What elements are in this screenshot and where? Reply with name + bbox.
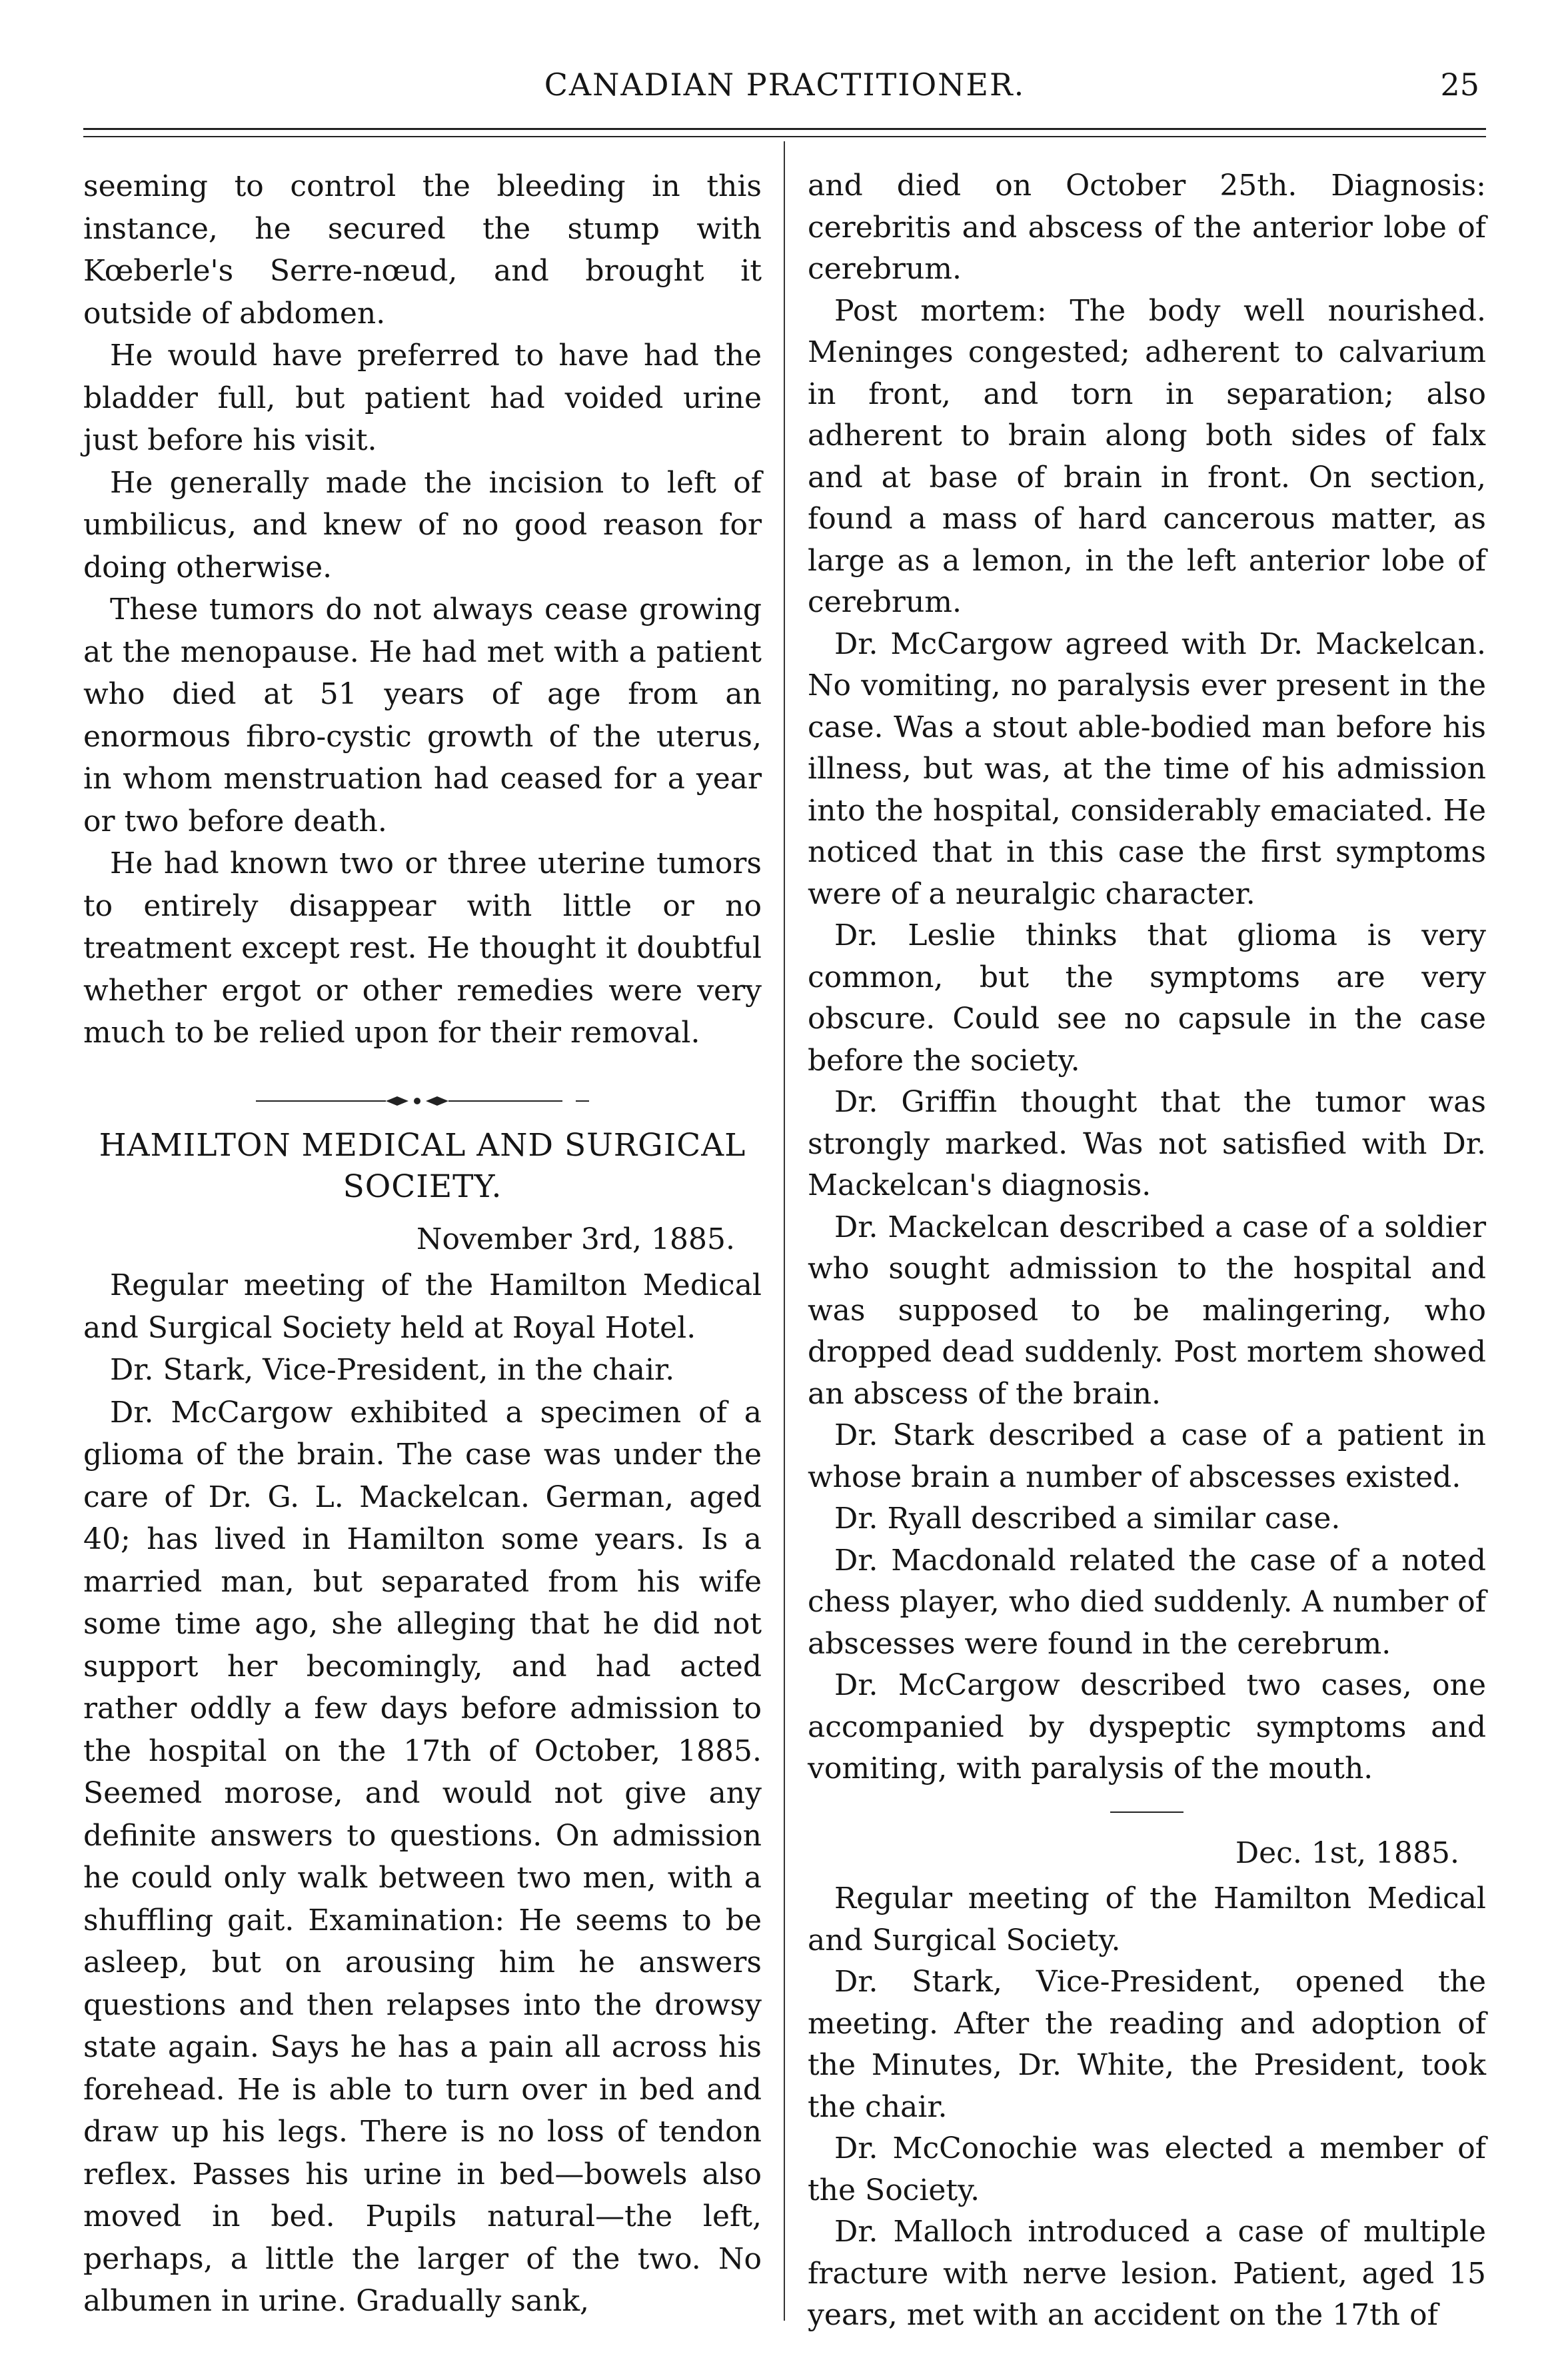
ornament-rule-icon: [249, 1092, 596, 1110]
paragraph: Regular meeting of the Hamilton Medical and Surgical Society held at Royal Hotel.: [83, 1268, 762, 1345]
page-number: 25: [1440, 67, 1479, 103]
column-divider: [784, 141, 785, 2321]
meeting-date: Dec. 1st, 1885.: [1235, 1835, 1459, 1870]
paragraph: These tumors do not always cease growing at the menopause. He had met with a patient who died at 51 years of age from an enormous fibro-cystic growth of the uterus, in whom menstruation had ceased for a year or two before death.: [83, 592, 762, 838]
paragraph: Dr. Stark described a case of a patient in whose brain a number of abscesses existed.: [808, 1418, 1486, 1494]
paragraph: and died on October 25th. Diagnosis: cerebritis and abscess of the anterior lobe of cerebrum.: [808, 169, 1486, 286]
paragraph: He would have preferred to have had the bladder full, but patient had voided urine just before his visit.: [83, 339, 762, 457]
paragraph: Post mortem: The body well nourished. Meninges congested; adherent to calvarium in front, and torn in separation; also adherent to brain along both sides of falx and at base of brain in front. On section, found a mass of hard cancerous matter, as large as a lemon, in the left anterior lobe of cerebrum.: [808, 293, 1486, 619]
header-rule: [83, 128, 1486, 130]
paragraph: Dr. Stark, Vice-President, in the chair.: [110, 1353, 675, 1387]
running-head: [83, 64, 1486, 111]
paragraph: He generally made the incision to left of umbilicus, and knew of no good reason for doing otherwise.: [83, 465, 762, 585]
meeting-date: November 3rd, 1885.: [416, 1222, 735, 1256]
paragraph: Dr. Malloch introduced a case of multiple fracture with nerve lesion. Patient, aged 15 years, met with an accident on the 17th of: [808, 2215, 1486, 2332]
paragraph: Dr. McConochie was elected a member of the Society.: [808, 2131, 1486, 2207]
paragraph: Dr. McCargow described two cases, one accompanied by dyspeptic symptoms and vomiting, with paralysis of the mouth.: [808, 1668, 1486, 1785]
section-heading: HAMILTON MEDICAL AND SURGICAL SOCIETY.: [99, 1126, 746, 1205]
paragraph: Dr. Stark, Vice-President, opened the meeting. After the reading and adoption of the Minutes, Dr. White, the President, took the chair.: [808, 1965, 1486, 2124]
paragraph: Dr. McCargow agreed with Dr. Mackelcan. No vomiting, no paralysis ever present in the case. Was a stout able-bodied man before his illness, but was, at the time of his admission into the hospital, considerably emaciated. He noticed that in this case the first symptoms were of a neuralgic character.: [808, 626, 1486, 911]
paragraph: Dr. Mackelcan described a case of a soldier who sought admission to the hospital and was supposed to be malingering, who dropped dead suddenly. Post mortem showed an abscess of the brain.: [808, 1210, 1486, 1411]
paragraph: Dr. Leslie thinks that glioma is very common, but the symptoms are very obscure. Could see no capsule in the case before the society.: [808, 918, 1486, 1078]
running-title: CANADIAN PRACTITIONER.: [544, 67, 1026, 103]
paragraph: Dr. Macdonald related the case of a noted chess player, who died suddenly. A number of abscesses were found in the cerebrum.: [808, 1543, 1486, 1661]
paragraph: Dr. Ryall described a similar case.: [834, 1502, 1341, 1536]
section-ornament: [83, 1080, 762, 1098]
section-divider: [1110, 1811, 1183, 1813]
header-rule-thin: [83, 136, 1486, 137]
paragraph: Regular meeting of the Hamilton Medical and Surgical Society.: [808, 1881, 1486, 1957]
left-column: [83, 165, 762, 2323]
paragraph: Dr. McCargow exhibited a specimen of a glioma of the brain. The case was under the care of Dr. G. L. Mackelcan. German, aged 40; has lived in Hamilton some years. Is a married man, but separated from his wife some time ago, she alleging that he did not support her becomingly, and had acted rather oddly a few days before admission to the hospital on the 17th of October, 1885. Seemed morose, and would not give any definite answers to questions. On admission he could only walk between two men, with a shuffling gait. Examination: He seems to be asleep, but on arousing him he answers questions and then relapses into the drowsy state again. Says he has a pain all across his forehead. He is able to turn over in bed and draw up his legs. There is no loss of tendon reflex. Passes his urine in bed—bowels also moved in bed. Pupils natural—the left, perhaps, a little the larger of the two. No albumen in urine. Gradually sank,: [83, 1395, 762, 2318]
paragraph: He had known two or three uterine tumors to entirely disappear with little or no treatment except rest. He thought it doubtful whether ergot or other remedies were very much to be relied upon for their removal.: [83, 846, 762, 1050]
paragraph: Dr. Griffin thought that the tumor was strongly marked. Was not satisfied with Dr. Mackelcan's diagnosis.: [808, 1085, 1486, 1202]
right-column: [808, 165, 1486, 2337]
paragraph: seeming to control the bleeding in this instance, he secured the stump with Kœberle's Serre-nœud, and brought it outside of abdomen.: [83, 169, 762, 331]
